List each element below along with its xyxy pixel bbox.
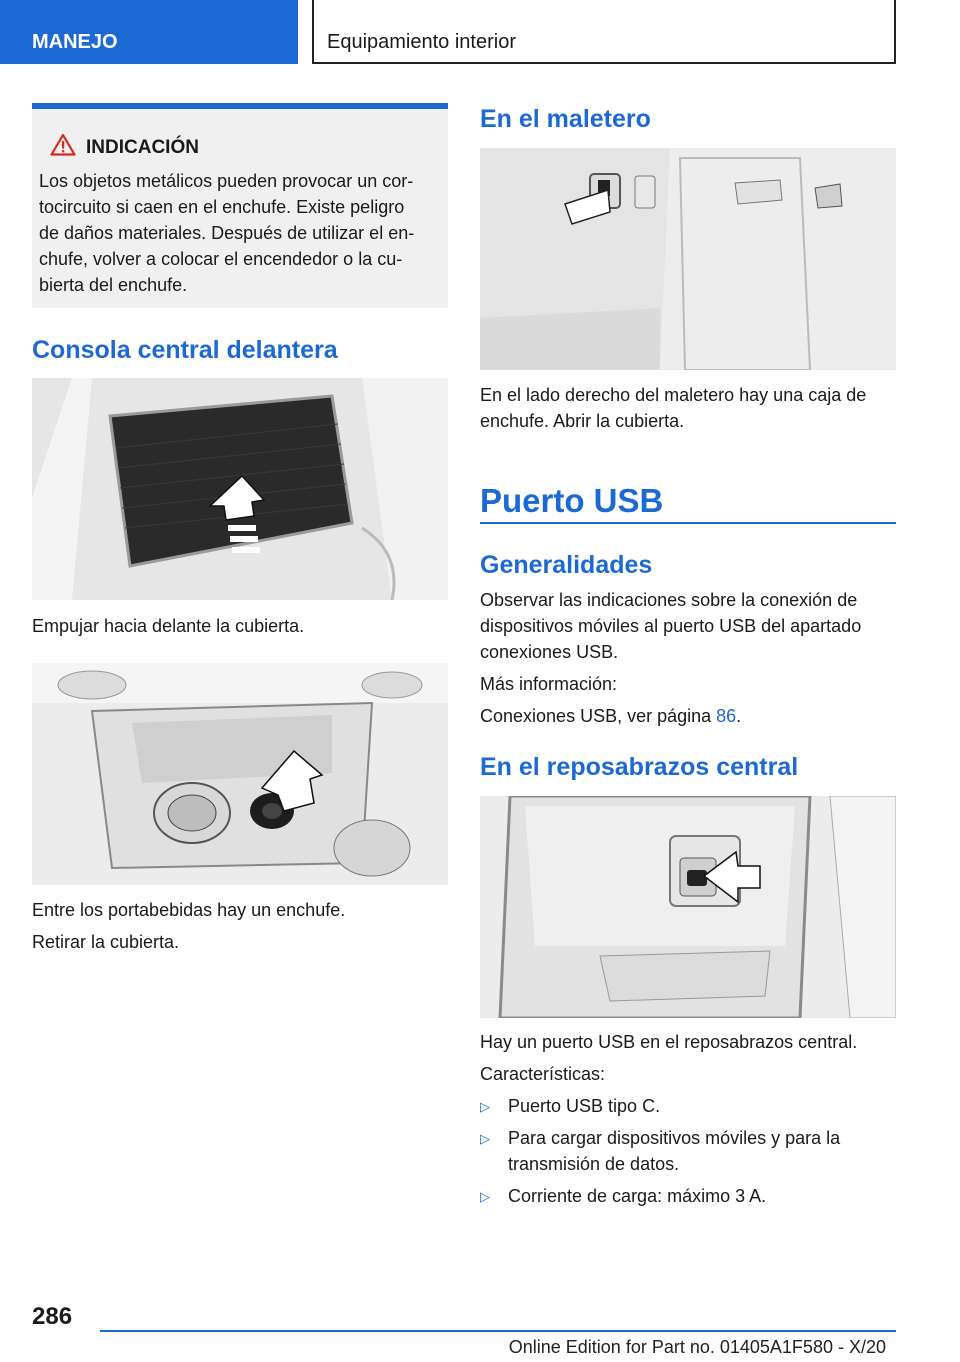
heading-rule [480, 522, 896, 524]
heading-front-console: Consola central delantera [32, 336, 338, 364]
note-title: INDICACIÓN [86, 136, 199, 158]
cupholder-socket-illustration [32, 663, 448, 885]
warning-triangle-icon [50, 133, 76, 162]
page-number: 286 [32, 1303, 73, 1330]
general-line: conexiones USB. [480, 642, 619, 662]
features-label: Características: [480, 1064, 606, 1084]
note-text [39, 168, 440, 298]
page-link[interactable]: 86 [716, 706, 737, 726]
note-title-row [50, 133, 440, 162]
list-item-text: Puerto USB tipo C. [508, 1096, 661, 1116]
caption-remove-cover: Retirar la cubierta. [32, 932, 180, 952]
heading-general: Generalidades [480, 551, 653, 579]
more-info-label: Más información: [480, 674, 618, 694]
section-tab: MANEJO [0, 0, 298, 64]
note-line: bierta del enchufe. [39, 275, 188, 295]
triangle-bullet-icon: ▷ [480, 1189, 490, 1204]
general-description [480, 587, 861, 665]
list-item [480, 1183, 766, 1210]
heading-central-armrest: En el reposabrazos central [480, 753, 799, 781]
trunk-line: En el lado derecho del maletero hay una caja de [480, 385, 867, 405]
trunk-socket-illustration [480, 148, 896, 370]
triangle-bullet-icon: ▷ [480, 1131, 490, 1146]
chapter-title: Equipamiento interior [312, 0, 896, 64]
front-console-cover-illustration [32, 378, 448, 600]
armrest-description: Hay un puerto USB en el reposabrazos central. [480, 1032, 858, 1052]
trunk-line: enchufe. Abrir la cubierta. [480, 411, 685, 431]
reference-text: Conexiones USB, ver página [480, 706, 717, 726]
triangle-bullet-icon: ▷ [480, 1099, 490, 1114]
list-item-text [508, 1125, 840, 1177]
list-item-text: Corriente de carga: máximo 3 A. [508, 1186, 767, 1206]
reference-end: . [736, 706, 742, 726]
note-line: chufe, volver a colocar el encendedor o la cu‐ [39, 249, 403, 269]
heading-trunk: En el maletero [480, 105, 651, 133]
list-item-line: transmisión de datos. [508, 1154, 680, 1174]
usb-reference [480, 703, 741, 729]
list-item-line: Para cargar dispositivos móviles y para la [508, 1128, 841, 1148]
footer-rule [100, 1330, 896, 1332]
caption-push-cover: Empujar hacia delante la cubierta. [32, 616, 305, 636]
list-item [480, 1125, 840, 1177]
warning-note [32, 103, 448, 308]
trunk-description [480, 382, 866, 434]
caption-socket-between-cupholders: Entre los portabebidas hay un enchufe. [32, 900, 346, 920]
general-line: Observar las indicaciones sobre la conexión de [480, 590, 858, 610]
note-line: tocircuito si caen en el enchufe. Existe peligro [39, 197, 405, 217]
heading-usb-port: Puerto USB [480, 482, 664, 519]
list-item [480, 1093, 660, 1120]
note-line: de daños materiales. Después de utilizar el en‐ [39, 223, 415, 243]
edition-footer: Online Edition for Part no. 01405A1F580 - X/20 [508, 1337, 886, 1357]
armrest-usb-illustration [480, 796, 896, 1018]
general-line: dispositivos móviles al puerto USB del apartado [480, 616, 862, 636]
note-line: Los objetos metálicos pueden provocar un cor‐ [39, 171, 414, 191]
